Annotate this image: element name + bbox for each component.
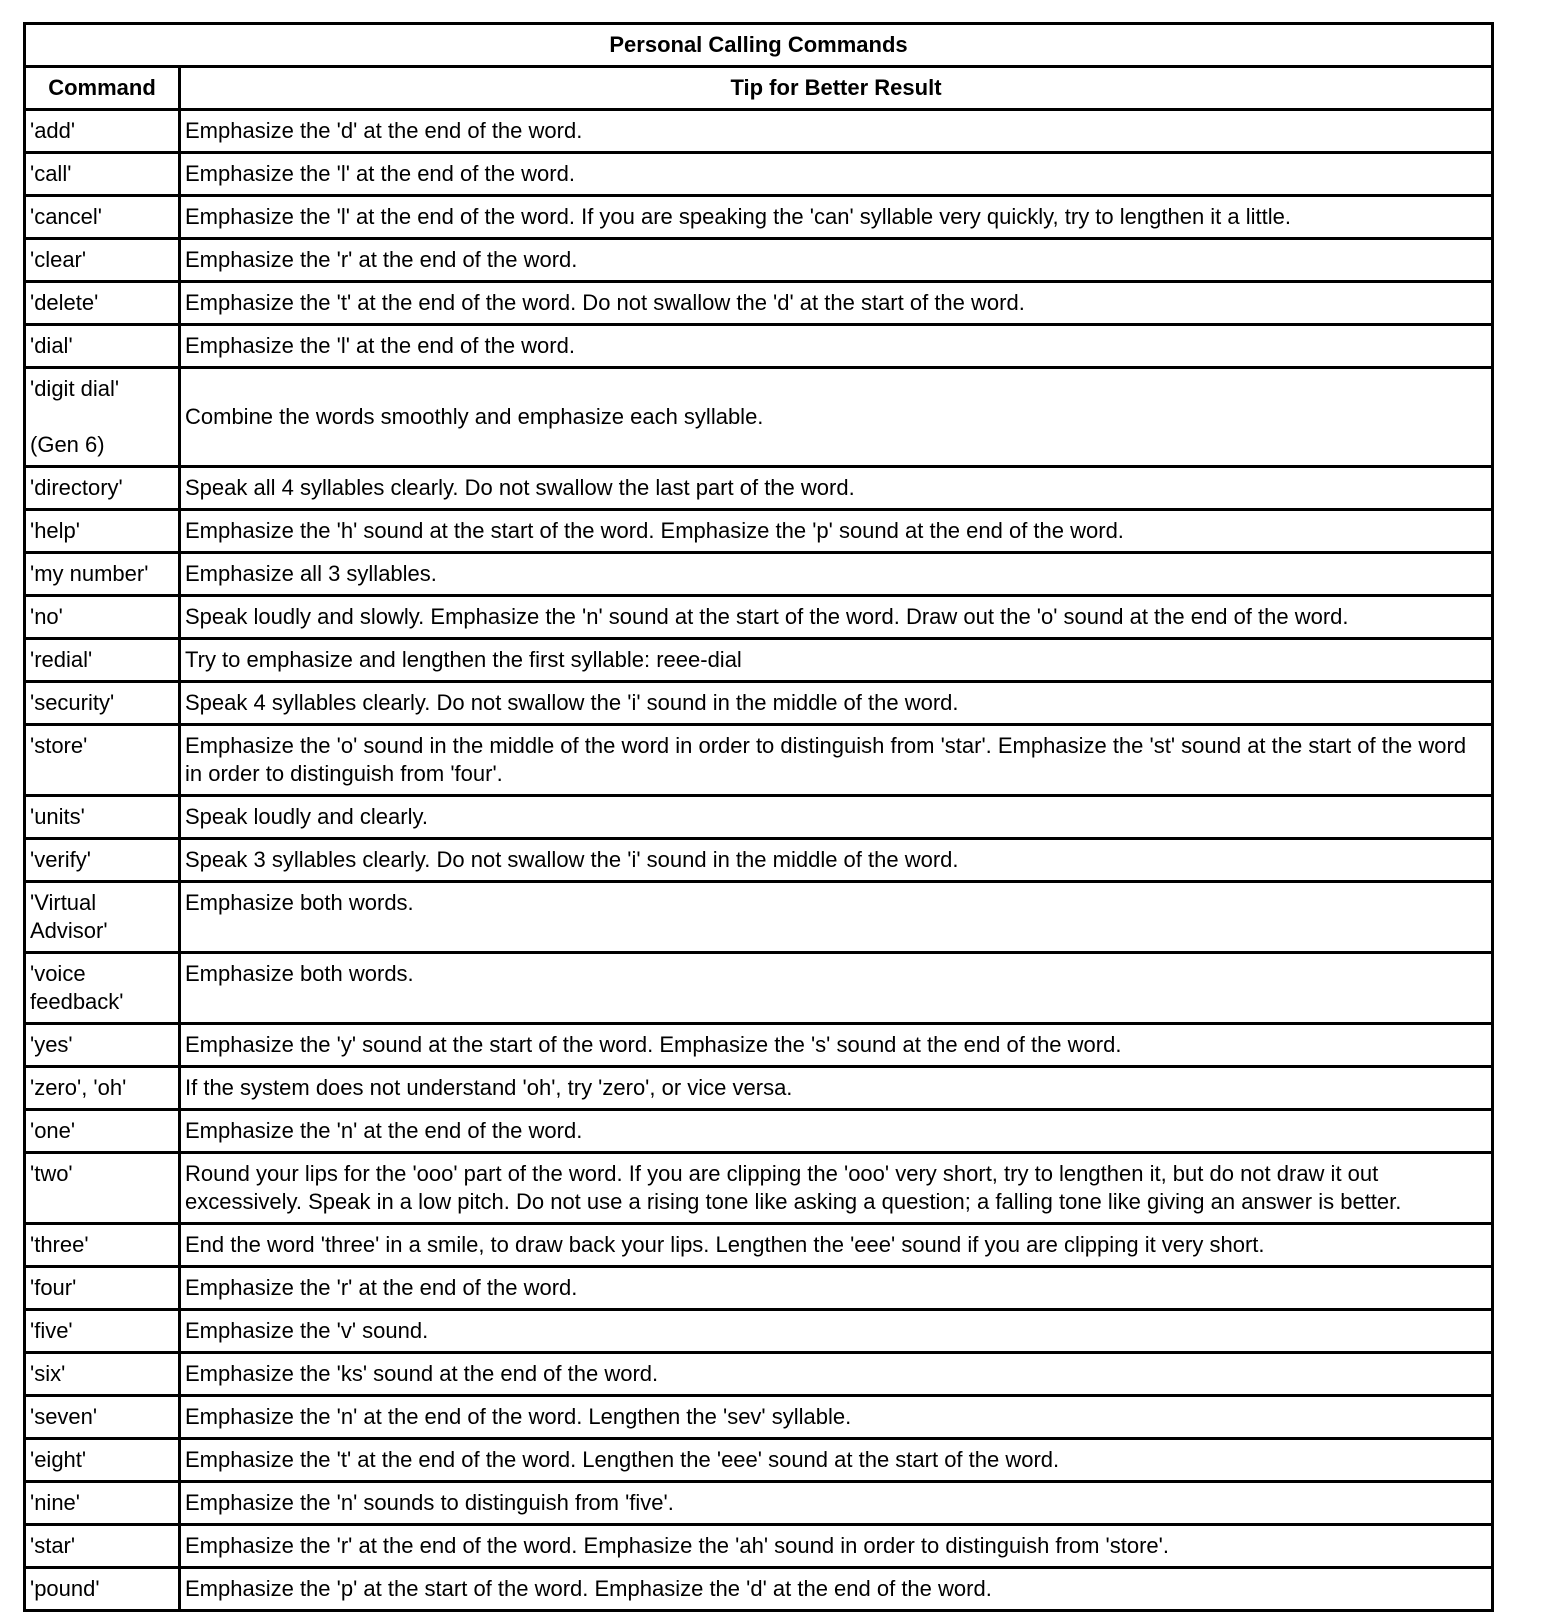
tip-cell: Emphasize the 'r' at the end of the word. Emphasize the 'ah' sound in order to distinguish from 'store'. (180, 1525, 1493, 1568)
tip-cell: Emphasize the 'l' at the end of the word. If you are speaking the 'can' syllable very quickly, try to lengthen it a little. (180, 196, 1493, 239)
command-text: 'dial' (30, 333, 73, 358)
command-cell (25, 510, 180, 553)
table-row (25, 882, 1493, 953)
tip-cell: Emphasize the 'd' at the end of the word. (180, 110, 1493, 153)
table-row (25, 1353, 1493, 1396)
table-header-row (25, 67, 1493, 110)
tip-cell: Emphasize the 't' at the end of the word. Do not swallow the 'd' at the start of the word. (180, 282, 1493, 325)
command-cell (25, 1267, 180, 1310)
command-text: 'six' (30, 1361, 66, 1386)
tip-cell: Emphasize the 'n' at the end of the word. (180, 1110, 1493, 1153)
table-row (25, 196, 1493, 239)
tip-cell: Emphasize the 't' at the end of the word. Lengthen the 'eee' sound at the start of the word. (180, 1439, 1493, 1482)
tip-cell: Emphasize the 'r' at the end of the word. (180, 239, 1493, 282)
command-cell (25, 368, 180, 467)
command-text: 'my number' (30, 561, 149, 586)
table-title: Personal Calling Commands (25, 24, 1493, 67)
tip-cell: Emphasize both words. (180, 882, 1493, 953)
command-text: 'help' (30, 518, 80, 543)
command-cell (25, 110, 180, 153)
command-cell (25, 1310, 180, 1353)
table-row (25, 1310, 1493, 1353)
command-text: 'nine' (30, 1490, 80, 1515)
command-text: 'no' (30, 604, 63, 629)
tip-cell: Speak loudly and slowly. Emphasize the 'n' sound at the start of the word. Draw out the 'o' sound at the end of the word. (180, 596, 1493, 639)
table-row (25, 1568, 1493, 1611)
command-cell (25, 282, 180, 325)
command-cell (25, 196, 180, 239)
command-cell (25, 1153, 180, 1224)
table-row (25, 1267, 1493, 1310)
command-cell (25, 1110, 180, 1153)
command-text: 'eight' (30, 1447, 87, 1472)
table-row (25, 1439, 1493, 1482)
table-row (25, 1396, 1493, 1439)
tip-cell: Emphasize both words. (180, 953, 1493, 1024)
command-cell (25, 882, 180, 953)
table-row (25, 1067, 1493, 1110)
command-text: 'one' (30, 1118, 76, 1143)
command-text: 'verify' (30, 847, 91, 872)
table-body (25, 110, 1493, 1611)
tip-cell: End the word 'three' in a smile, to draw back your lips. Lengthen the 'eee' sound if you are clipping it very short. (180, 1224, 1493, 1267)
command-cell (25, 953, 180, 1024)
command-text: 'seven' (30, 1404, 98, 1429)
table-row (25, 510, 1493, 553)
command-text: 'five' (30, 1318, 73, 1343)
tip-cell: Emphasize the 'l' at the end of the word. (180, 325, 1493, 368)
table-row (25, 839, 1493, 882)
command-text: 'digit dial' (30, 376, 120, 401)
table-row (25, 325, 1493, 368)
command-cell (25, 1067, 180, 1110)
command-text: 'cancel' (30, 204, 102, 229)
command-text: 'store' (30, 733, 88, 758)
command-text: 'pound' (30, 1576, 100, 1601)
command-cell (25, 1482, 180, 1525)
command-text: 'directory' (30, 475, 123, 500)
command-cell (25, 1224, 180, 1267)
command-text: 'call' (30, 161, 72, 186)
tip-cell: Emphasize the 'o' sound in the middle of the word in order to distinguish from 'star'. Emphasize the 'st' sound at the start of the word in order to distinguish from 'four'. (180, 725, 1493, 796)
table-row (25, 596, 1493, 639)
table-row (25, 725, 1493, 796)
command-cell (25, 239, 180, 282)
command-cell (25, 1353, 180, 1396)
tip-cell: Speak loudly and clearly. (180, 796, 1493, 839)
tip-cell: Emphasize the 'n' sounds to distinguish from 'five'. (180, 1482, 1493, 1525)
command-cell (25, 639, 180, 682)
table-row (25, 368, 1493, 467)
tip-cell: Emphasize the 'ks' sound at the end of the word. (180, 1353, 1493, 1396)
personal-calling-commands-table (23, 22, 1494, 1612)
table-row (25, 682, 1493, 725)
tip-cell: Emphasize the 'n' at the end of the word. Lengthen the 'sev' syllable. (180, 1396, 1493, 1439)
tip-cell: Emphasize the 'r' at the end of the word. (180, 1267, 1493, 1310)
tip-cell: Speak 4 syllables clearly. Do not swallow the 'i' sound in the middle of the word. (180, 682, 1493, 725)
command-cell (25, 839, 180, 882)
command-cell (25, 682, 180, 725)
command-cell (25, 725, 180, 796)
command-text: 'three' (30, 1232, 89, 1257)
tip-cell: Speak 3 syllables clearly. Do not swallow the 'i' sound in the middle of the word. (180, 839, 1493, 882)
table-row (25, 1024, 1493, 1067)
tip-cell: If the system does not understand 'oh', try 'zero', or vice versa. (180, 1067, 1493, 1110)
tip-cell: Speak all 4 syllables clearly. Do not swallow the last part of the word. (180, 467, 1493, 510)
tip-cell: Emphasize the 'v' sound. (180, 1310, 1493, 1353)
table-row (25, 239, 1493, 282)
command-text: 'two' (30, 1161, 73, 1186)
command-note: (Gen 6) (30, 432, 105, 457)
table-title-row (25, 24, 1493, 67)
command-text: 'zero', 'oh' (30, 1075, 127, 1100)
tip-cell: Round your lips for the 'ooo' part of the word. If you are clipping the 'ooo' very short, try to lengthen it, but do not draw it out excessively. Speak in a low pitch. Do not use a rising tone like asking a question; a falling tone like giving an answer is better. (180, 1153, 1493, 1224)
tip-cell: Combine the words smoothly and emphasize each syllable. (180, 368, 1493, 467)
table-row (25, 1153, 1493, 1224)
command-text: 'voice feedback' (30, 961, 124, 1014)
command-cell (25, 325, 180, 368)
table-row (25, 467, 1493, 510)
tip-cell: Emphasize the 'y' sound at the start of the word. Emphasize the 's' sound at the end of the word. (180, 1024, 1493, 1067)
command-cell (25, 553, 180, 596)
tip-cell: Emphasize the 'h' sound at the start of the word. Emphasize the 'p' sound at the end of the word. (180, 510, 1493, 553)
table-row (25, 1110, 1493, 1153)
command-cell (25, 1525, 180, 1568)
command-text: 'redial' (30, 647, 93, 672)
command-text: 'units' (30, 804, 85, 829)
command-text: 'security' (30, 690, 115, 715)
command-cell (25, 596, 180, 639)
command-cell (25, 796, 180, 839)
table-row (25, 953, 1493, 1024)
table-row (25, 553, 1493, 596)
table-row (25, 796, 1493, 839)
command-text: 'Virtual Advisor' (30, 890, 108, 943)
command-text: 'four' (30, 1275, 77, 1300)
command-text: 'delete' (30, 290, 99, 315)
column-header-command: Command (25, 67, 180, 110)
commands-table-container (23, 22, 1491, 1612)
tip-cell: Emphasize all 3 syllables. (180, 553, 1493, 596)
tip-cell: Try to emphasize and lengthen the first syllable: reee-dial (180, 639, 1493, 682)
tip-cell: Emphasize the 'p' at the start of the word. Emphasize the 'd' at the end of the word. (180, 1568, 1493, 1611)
command-text: 'star' (30, 1533, 76, 1558)
table-row (25, 282, 1493, 325)
command-text: 'clear' (30, 247, 87, 272)
table-row (25, 110, 1493, 153)
command-cell (25, 1024, 180, 1067)
command-text: 'yes' (30, 1032, 73, 1057)
command-cell (25, 467, 180, 510)
table-row (25, 153, 1493, 196)
table-row (25, 1482, 1493, 1525)
command-cell (25, 1439, 180, 1482)
table-row (25, 1224, 1493, 1267)
command-cell (25, 153, 180, 196)
command-cell (25, 1396, 180, 1439)
column-header-tip: Tip for Better Result (180, 67, 1493, 110)
command-cell (25, 1568, 180, 1611)
tip-cell: Emphasize the 'l' at the end of the word. (180, 153, 1493, 196)
command-text: 'add' (30, 118, 76, 143)
table-row (25, 639, 1493, 682)
table-row (25, 1525, 1493, 1568)
